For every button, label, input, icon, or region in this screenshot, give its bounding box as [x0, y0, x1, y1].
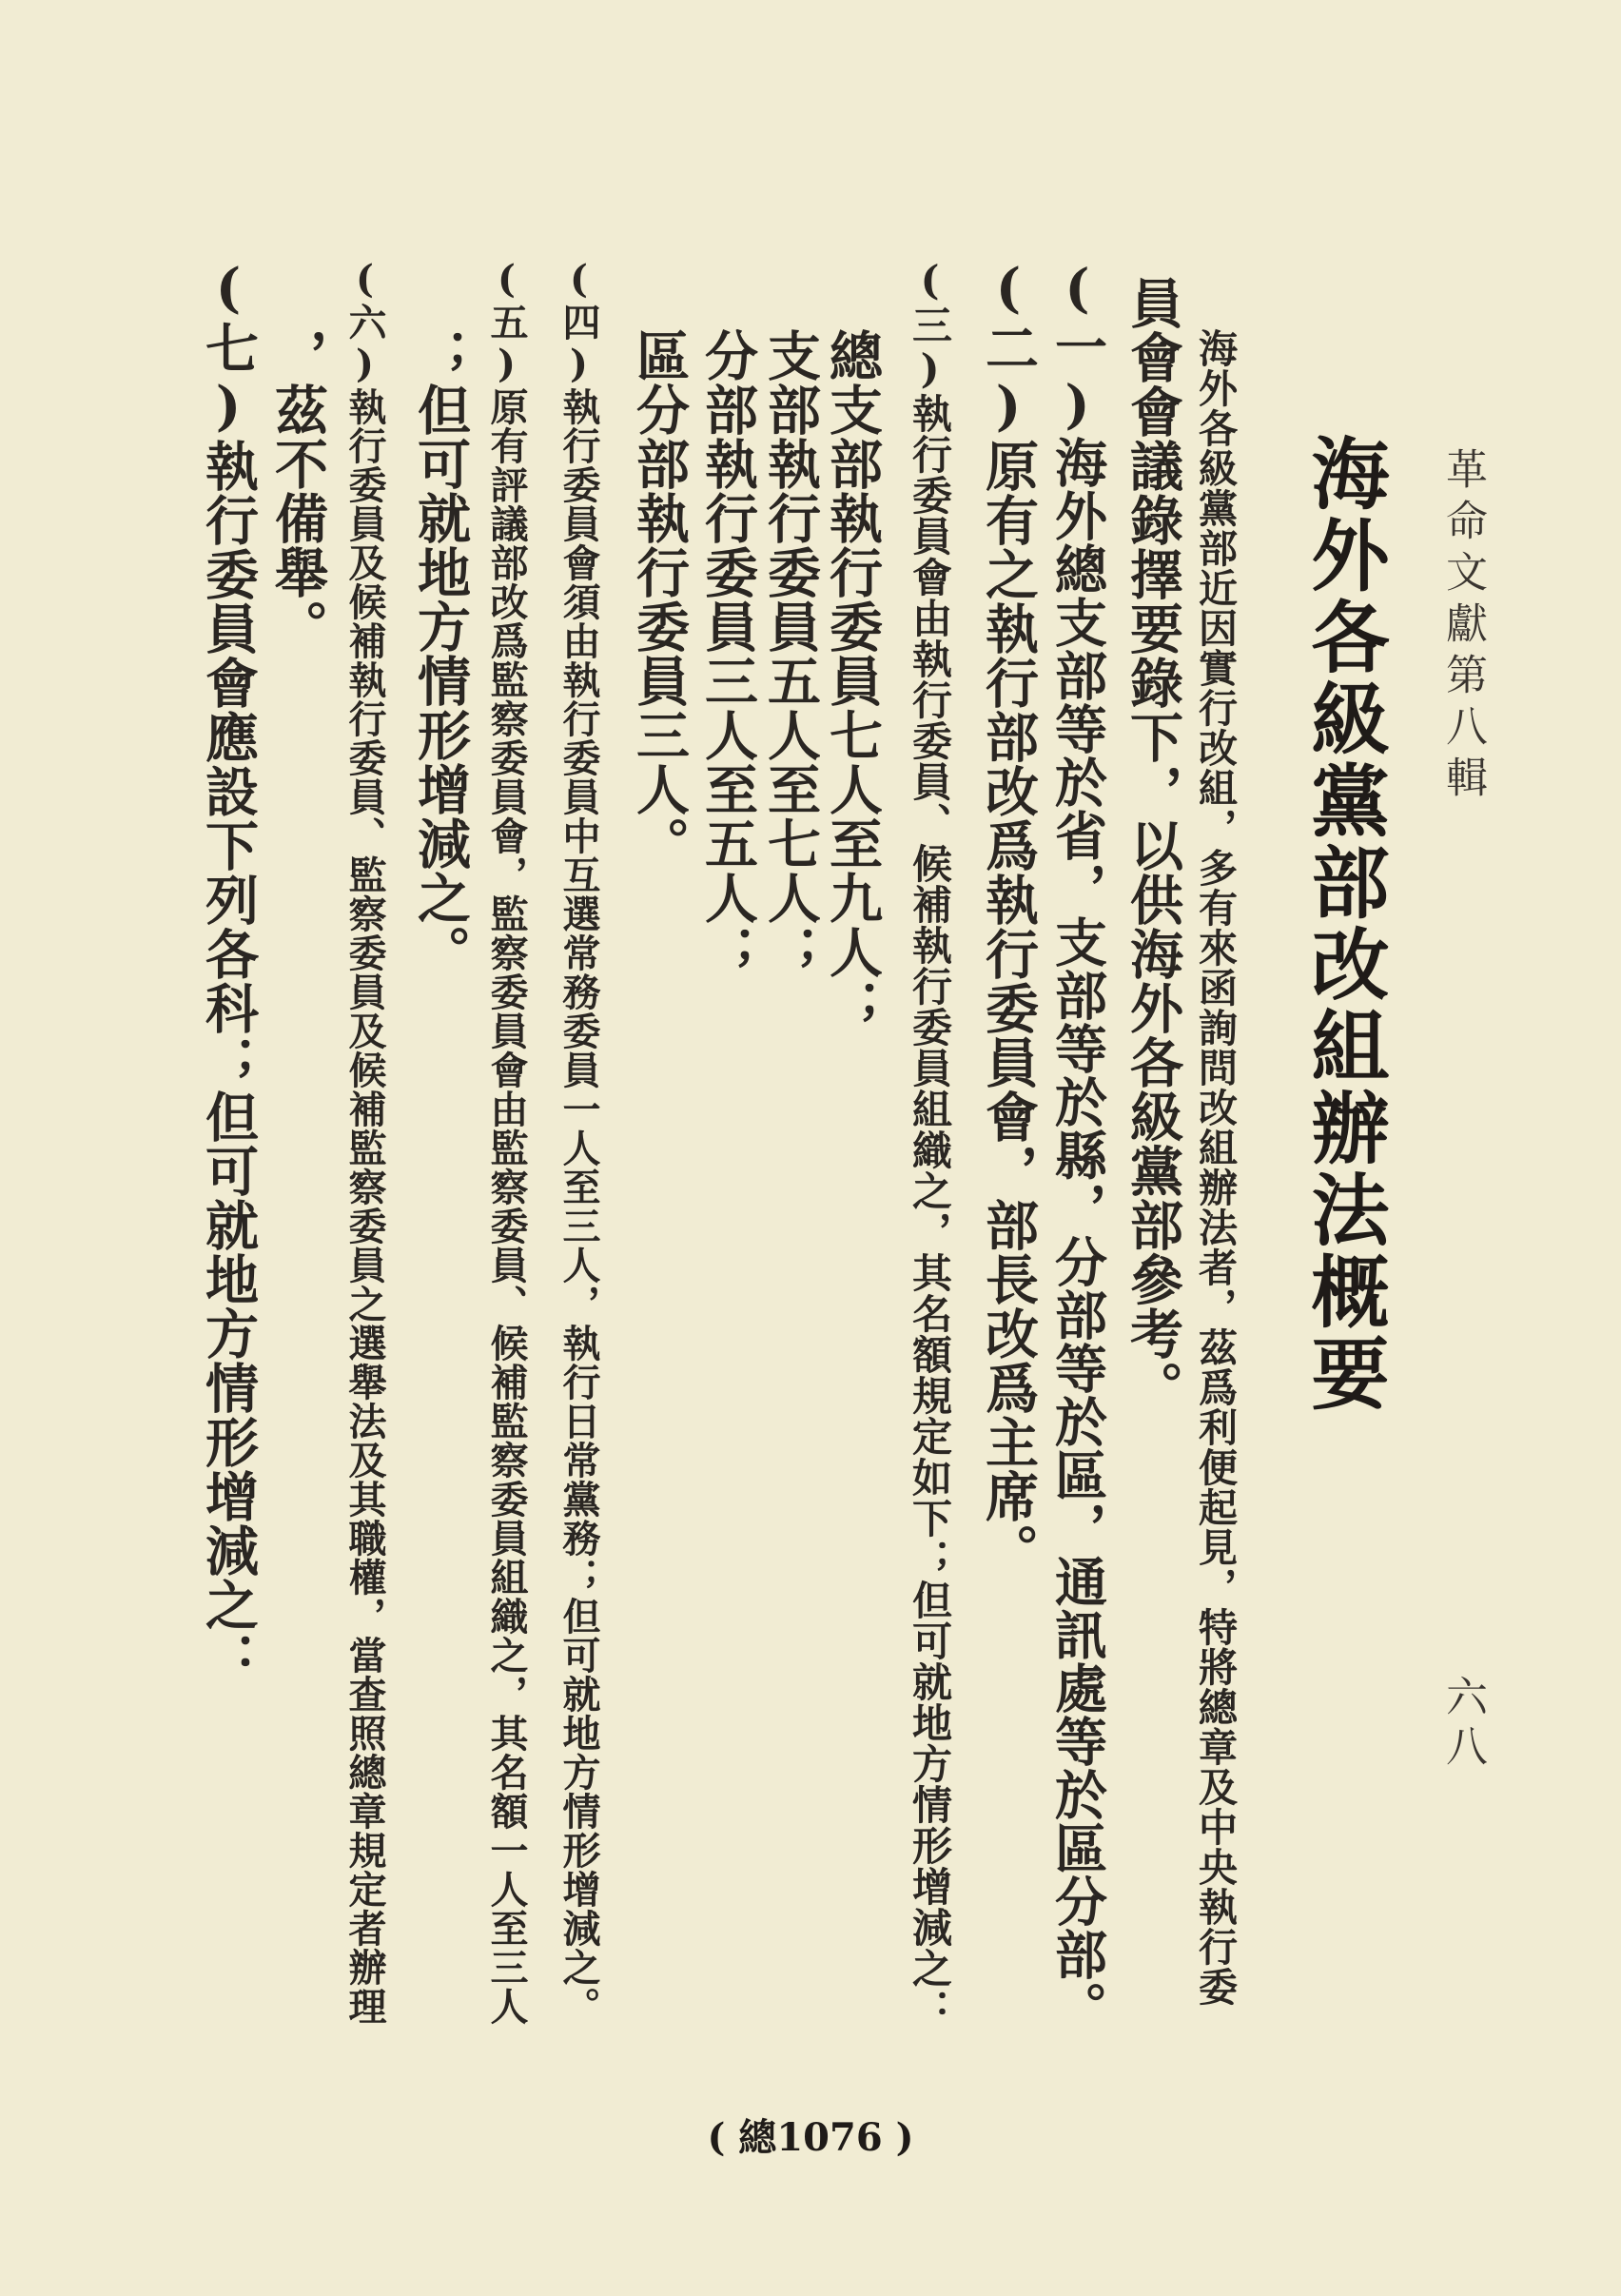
list-item: (五)原有評議部改爲監察委員會，監察委員會由監察委員、候補監察委員組織之，其名額一人至三人 [484, 257, 529, 2026]
page-number: 六八 [1438, 1675, 1487, 1774]
list-item: (一)海外總支部等於省，支部等於縣，分部等於區，通訊處等於區分部。 [1046, 257, 1108, 2034]
sub-item: 總支部執行委員七人至九人； [821, 328, 884, 1033]
running-title: 革命文獻第八輯 [1438, 447, 1487, 807]
sub-item: 分部執行委員三人至五人； [696, 328, 759, 979]
sub-item: 支部執行委員五人至七人； [759, 328, 822, 979]
continuation-line: ，茲不備舉。 [266, 328, 329, 654]
body-line: 員會會議錄擇要錄下，以供海外各級黨部參考。 [1122, 276, 1184, 1415]
body-line: 海外各級黨部近因實行改組，多有來函詢問改組辦法者，茲爲利便起見，特將總章及中央執行委 [1192, 328, 1238, 2007]
list-item: (七)執行委員會應設下列各科；但可就地方情形增減之： [197, 257, 260, 1686]
list-item: (二)原有之執行部改爲執行委員會，部長改爲主席。 [977, 257, 1040, 1578]
list-item: (三)執行委員會由執行委員、候補執行委員組織之，其名額規定如下；但可就地方情形增減之： [907, 257, 953, 2030]
total-page-number: ( 總1076 ) [707, 2115, 914, 2160]
continuation-line: ；但可就地方情形增減之。 [409, 328, 472, 979]
sub-item: 區分部執行委員三人。 [628, 328, 691, 871]
list-item: (六)執行委員及候補執行委員、監察委員及候補監察委員之選舉法及其職權，當查照總章規定者辦理 [342, 257, 387, 2026]
list-item: (四)執行委員會須由執行委員中互選常務委員一人至三人，執行日常黨務；但可就地方情形增減之。 [557, 257, 601, 2026]
article-title: 海外各級黨部改組辦法概要 [1299, 433, 1390, 1415]
